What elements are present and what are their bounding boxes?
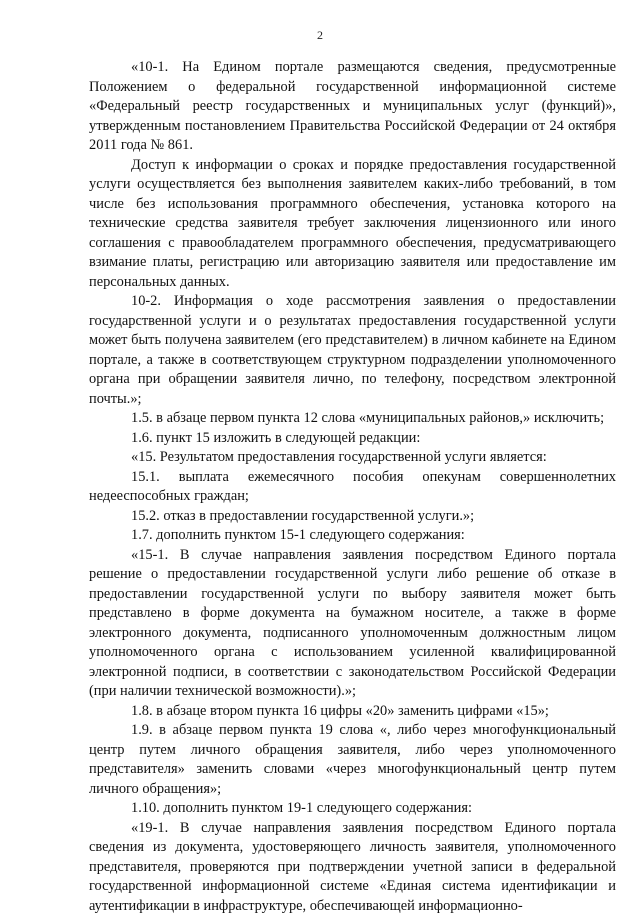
- paragraph-15-1: 15.1. выплата ежемесячного пособия опекунам совершеннолетних недееспособных граждан;: [89, 468, 616, 507]
- paragraph-15: «15. Результатом предоставления государственной услуги является:: [89, 448, 616, 468]
- paragraph-1-8: 1.8. в абзаце втором пункта 16 цифры «20» заменить цифрами «15»;: [89, 702, 616, 722]
- paragraph-15-2: 15.2. отказ в предоставлении государственной услуги.»;: [89, 507, 616, 527]
- paragraph-1-9: 1.9. в абзаце первом пункта 19 слова «, либо через многофункциональный центр путем личного обращения заявителя, либо через уполномоченного представителя» заменить словами «через многофункциональный центр путем личного обращения»;: [89, 721, 616, 799]
- paragraph-1-5: 1.5. в абзаце первом пункта 12 слова «муниципальных районов,» исключить;: [89, 409, 616, 429]
- paragraph-15-1-text: «15-1. В случае направления заявления посредством Единого портала решение о предоставлении государственной услуги либо решение об отказе в предоставлении государственной услуги по выбору заявителя может быть представлено в форме документа на бумажном носителе, а также в форме электронного документа, подписанного уполномоченным должностным лицом уполномоченного органа с использованием усиленной квалифицированной электронной подписи, в соответствии с законодательством Российской Федерации (при наличии технической возможности).»;: [89, 546, 616, 702]
- page-number: 2: [0, 28, 640, 43]
- paragraph-access-info: Доступ к информации о сроках и порядке предоставления государственной услуги осуществляется без выполнения заявителем каких-либо требований, в том числе без использования программного обеспечения, установка которого на технические средства заявителя требует заключения лицензионного или иного соглашения с правообладателем программного обеспечения, предусматривающего взимание платы, регистрацию или авторизацию заявителя или предоставление им персональных данных.: [89, 156, 616, 293]
- paragraph-1-10: 1.10. дополнить пунктом 19-1 следующего содержания:: [89, 799, 616, 819]
- paragraph-1-6: 1.6. пункт 15 изложить в следующей редакции:: [89, 429, 616, 449]
- paragraph-1-7: 1.7. дополнить пунктом 15-1 следующего содержания:: [89, 526, 616, 546]
- paragraph-10-2: 10-2. Информация о ходе рассмотрения заявления о предоставлении государственной услуги и о результатах предоставления государственной услуги может быть получена заявителем (его представителем) в личном кабинете на Едином портале, а также в соответствующем структурном подразделении уполномоченного органа при обращении заявителя лично, по телефону, посредством электронной почты.»;: [89, 292, 616, 409]
- paragraph-10-1: «10-1. На Едином портале размещаются сведения, предусмотренные Положением о федеральной государственной информационной системе «Федеральный реестр государственных и муниципальных услуг (функций)», утвержденным постановлением Правительства Российской Федерации от 24 октября 2011 года № 861.: [89, 58, 616, 156]
- paragraph-19-1: «19-1. В случае направления заявления посредством Единого портала сведения из документа, удостоверяющего личность заявителя, уполномоченного представителя, проверяются при подтверждении учетной записи в федеральной государственной информационной системе «Единая система идентификации и аутентификации в инфраструктуре, обеспечивающей информационно-: [89, 819, 616, 916]
- document-body: [89, 58, 616, 916]
